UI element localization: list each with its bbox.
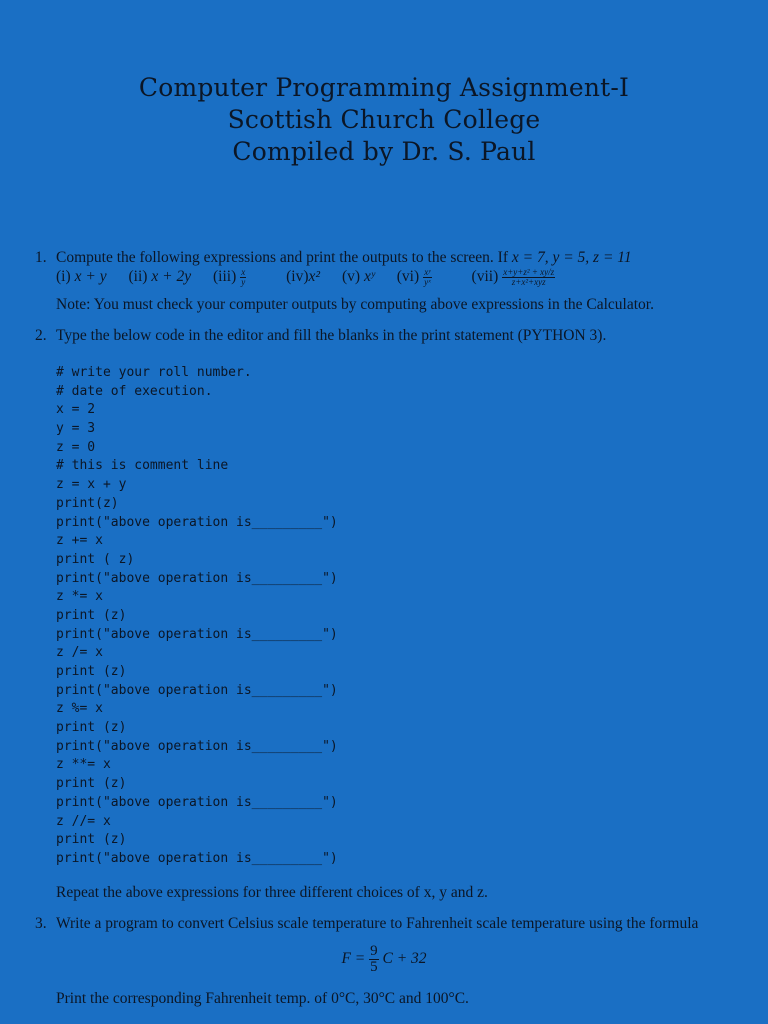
formula-rhs: C + 32: [382, 950, 427, 968]
code-line: print ( z): [56, 551, 135, 567]
expr-ii: (ii) x + 2y: [128, 268, 192, 286]
q2-text: Type the below code in the editor and fill the blanks in the print statement (PYTHON 3).: [56, 327, 607, 344]
expr-i: (i) x + y: [56, 268, 107, 286]
code-line: z /= x: [56, 645, 103, 661]
expr-iii: (iii) $\frac{x}{y}$: [213, 267, 246, 287]
code-line: print (z): [56, 776, 127, 792]
q3-number: 3.: [35, 915, 47, 932]
code-line: print("above operation is_________"): [56, 626, 338, 642]
title-line-3: Compiled by Dr. S. Paul: [232, 137, 536, 166]
expr-iv: (iv)x²: [286, 268, 321, 286]
expr-v: (v) xʸ: [341, 268, 375, 286]
code-line: print(z): [56, 495, 119, 511]
title-line-1: Computer Programming Assignment-I: [138, 73, 630, 102]
code-line: z **= x: [56, 757, 111, 773]
code-line: print (z): [56, 720, 127, 736]
q3-text: Write a program to convert Celsius scale temperature to Fahrenheit scale temperature using the formula: [56, 915, 699, 932]
q2-repeat: Repeat the above expressions for three different choices of x, y and z.: [56, 884, 488, 901]
q2-number: 2.: [35, 327, 47, 344]
code-listing: [56, 364, 338, 869]
q1-note: Note: You must check your computer outputs by computing above expressions in the Calculator.: [56, 296, 654, 313]
q3-print-text: Print the corresponding Fahrenheit temp. of 0°C, 30°C and 100°C.: [56, 990, 469, 1007]
q1-number: 1.: [35, 249, 47, 266]
code-line: z //= x: [56, 813, 111, 829]
q1-intro-line: [56, 249, 632, 267]
formula-fraction: $\frac{9}{5}$: [370, 943, 378, 975]
title-line-2: Scottish Church College: [227, 105, 541, 134]
expr-vi: (vi) $\frac{\text{xʸ}}{\text{yˣ}}$: [396, 267, 431, 287]
code-line: z += x: [56, 533, 103, 549]
code-line: print("above operation is_________"): [56, 850, 338, 866]
code-line: print("above operation is_________"): [56, 682, 338, 698]
code-line: print("above operation is_________"): [56, 514, 338, 530]
q1-intro: Compute the following expressions and print the outputs to the screen. If: [56, 249, 508, 266]
document-title: [0, 72, 768, 168]
code-line: y = 3: [56, 421, 96, 437]
code-line: z = x + y: [56, 477, 127, 493]
conversion-formula: [0, 944, 768, 975]
formula-lhs: F =: [341, 950, 366, 968]
q1-given: x = 7, y = 5, z = 11: [511, 249, 632, 266]
code-line: z = 0: [56, 439, 96, 455]
q1-expressions: [56, 268, 591, 287]
expr-vii: (vii) $\frac{\text{x+y+z² + xy/z}}{\text{z+x²+xyz}}$: [471, 267, 555, 287]
code-line: print (z): [56, 664, 127, 679]
code-line: print("above operation is_________"): [56, 738, 338, 754]
code-line: # date of execution.: [56, 383, 213, 399]
code-line: # this is comment line: [56, 458, 229, 474]
code-line: print (z): [56, 832, 127, 848]
code-line: print("above operation is_________"): [56, 570, 338, 586]
code-line: print (z): [56, 607, 127, 623]
code-line: z %= x: [56, 701, 103, 717]
code-line: print("above operation is_________"): [56, 794, 338, 810]
code-line: z *= x: [56, 589, 103, 605]
code-line: x = 2: [56, 402, 96, 418]
code-line: # write your roll number.: [56, 365, 252, 380]
